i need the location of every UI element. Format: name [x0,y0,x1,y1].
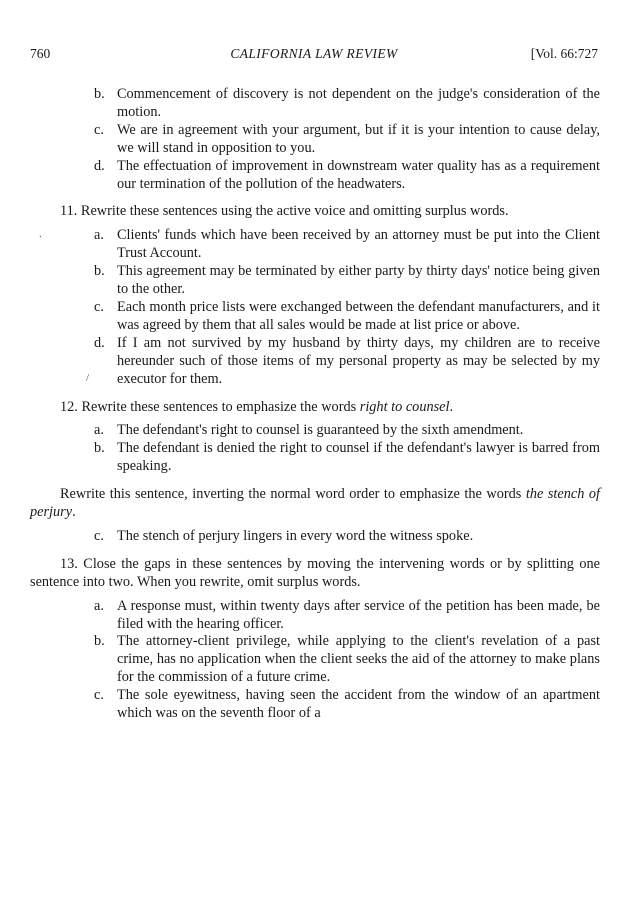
list-item [30,528,600,546]
item-text: The attorney-client privilege, while applying to the client's revelation of a past crime, has no application when the client seeks the aid of the attorney to make plans for the commission of a future crime. [117,633,600,686]
list-item [30,633,600,687]
item-text: The defendant is denied the right to counsel if the defendant's lawyer is barred from speaking. [117,440,600,475]
item-label: c. [94,298,104,315]
exercise-12 [30,399,600,417]
item-text: The sole eyewitness, having seen the accident from the window of an apartment which was on the seventh floor of a [117,687,600,722]
exercise-12-lead: 12. Rewrite these sentences to emphasize the words [60,398,360,415]
list-item [30,335,600,389]
item-label: a. [94,227,104,244]
item-text: Commencement of discovery is not dependent on the judge's consideration of the motion. [117,86,600,120]
item-text: If I am not survived by my husband by thirty days, my children are to receive hereunder such of those items of my personal property as may be selected by my executor for them. [117,334,600,387]
rewrite-lead: Rewrite this sentence, inverting the normal word order to emphasize the words [60,486,526,503]
page-number: 760 [30,46,51,61]
item-label: a. [94,422,104,439]
exercise-13: 13. Close the gaps in these sentences by moving the intervening words or by splitting one sentence into two. When you rewrite, omit surplus words. [30,555,600,590]
item-label: a. [94,597,104,614]
exercise-12-emphasis: right to counsel [359,398,450,415]
item-label: b. [94,440,105,457]
list-item [30,687,600,723]
exercise-11: 11. Rewrite these sentences using the active voice and omitting surplus words. [60,203,509,220]
item-label: c. [94,121,104,138]
rewrite-tail: . [72,504,76,521]
volume-citation: [Vol. 66:727 [530,46,598,61]
list-item [30,158,600,194]
rewrite-instruction [30,486,600,522]
item-label: d. [94,157,105,174]
item-label: c. [94,527,104,544]
item-text: The defendant's right to counsel is guaranteed by the sixth amendment. [117,422,524,439]
list-item [30,263,600,299]
item-text: This agreement may be terminated by either party by thirty days' notice being given to the other. [117,263,600,298]
item-text: A response must, within twenty days after service of the petition has been made, be filed with the hearing officer. [117,597,600,632]
exercise-12-tail: . [449,398,454,415]
item-label: b. [94,86,105,102]
journal-title: CALIFORNIA LAW REVIEW [230,46,398,61]
list-item [30,122,600,158]
list-item [30,598,600,634]
list-item [30,299,600,335]
item-text: Clients' funds which have been received by an attorney must be put into the Client Trust Account. [117,227,600,262]
item-text: The stench of perjury lingers in every word the witness spoke. [117,527,474,544]
list-item [30,440,600,476]
document-body [30,86,600,723]
item-label: c. [94,687,104,704]
list-item [30,86,600,122]
item-label: b. [94,633,105,650]
rewrite-emphasis: the stench of perjury [30,486,600,521]
item-text: Each month price lists were exchanged between the defendant manufacturers, and it was agreed by them that all sales would be made at list price or above. [117,298,600,333]
item-text: The effectuation of improvement in downstream water quality has as a requirement our termination of the pollution of the headwaters. [117,157,600,192]
item-label: d. [94,334,105,351]
scan-mark: / [86,372,90,384]
scan-mark: . [39,228,42,240]
list-item [30,227,600,263]
running-header [30,46,598,66]
list-item [30,422,600,440]
item-text: We are in agreement with your argument, but if it is your intention to cause delay, we will stand in opposition to you. [117,121,600,156]
item-label: b. [94,263,105,280]
